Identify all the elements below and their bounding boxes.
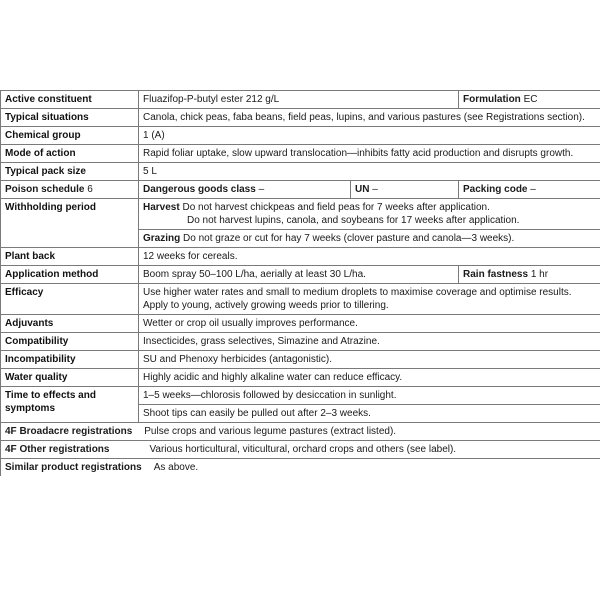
- adjuvants-label: Adjuvants: [1, 315, 139, 333]
- row-poison-schedule: [1, 181, 600, 199]
- time-to-effects-line-2: Shoot tips can easily be pulled out after 2–3 weeks.: [139, 405, 600, 423]
- compatibility-value: Insecticides, grass selectives, Simazine and Atrazine.: [139, 333, 600, 351]
- other-registrations-value: Various horticultural, viticultural, orchard crops and others (see label).: [149, 444, 457, 455]
- un-cell: [351, 181, 459, 199]
- product-info-sheet: [0, 90, 600, 508]
- row-application-method: [1, 266, 600, 284]
- time-to-effects-line-1: 1–5 weeks—chlorosis followed by desiccation in sunlight.: [139, 387, 600, 405]
- active-constituent-label: Active constituent: [1, 91, 139, 109]
- packing-code-value: –: [530, 184, 536, 195]
- harvest-line-2: Do not harvest lupins, canola, and soybeans for 17 weeks after application.: [187, 215, 520, 226]
- mode-of-action-value: Rapid foliar uptake, slow upward translocation—inhibits fatty acid production and disrupts growth.: [139, 145, 600, 163]
- typical-situations-value: Canola, chick peas, faba beans, field peas, lupins, and various pastures (see Registrations section).: [139, 109, 600, 127]
- incompatibility-value: SU and Phenoxy herbicides (antagonistic).: [139, 351, 600, 369]
- similar-products-cell: [1, 459, 600, 477]
- similar-products-label: Similar product registrations: [5, 462, 142, 473]
- application-method-value: Boom spray 50–100 L/ha, aerially at least 30 L/ha.: [139, 266, 459, 284]
- similar-products-value: As above.: [153, 462, 199, 473]
- other-registrations-label: 4F Other registrations: [5, 444, 110, 455]
- packing-code-label: Packing code: [463, 184, 528, 195]
- poison-schedule-cell: [1, 181, 139, 199]
- rain-fastness-value: 1 hr: [530, 269, 549, 280]
- harvest-label: Harvest: [143, 202, 180, 213]
- row-typical-situations: [1, 109, 600, 127]
- efficacy-label: Efficacy: [1, 284, 139, 315]
- rain-fastness-cell: [459, 266, 600, 284]
- row-active-constituent: [1, 91, 600, 109]
- dangerous-goods-label: Dangerous goods class: [143, 184, 256, 195]
- adjuvants-value: Wetter or crop oil usually improves performance.: [139, 315, 600, 333]
- row-withholding-harvest: [1, 199, 600, 230]
- dangerous-goods-value: –: [258, 184, 265, 195]
- row-other-registrations: [1, 441, 600, 459]
- row-time-to-effects-1: [1, 387, 600, 405]
- row-plant-back: [1, 248, 600, 266]
- efficacy-value: Use higher water rates and small to medium droplets to maximise coverage and optimise results. Apply to young, actively growing weeds prior to tillering.: [139, 284, 600, 315]
- incompatibility-label: Incompatibility: [1, 351, 139, 369]
- row-efficacy: [1, 284, 600, 315]
- chemical-group-value: 1 (A): [139, 127, 600, 145]
- harvest-line-1: Do not harvest chickpeas and field peas for 7 weeks after application.: [182, 202, 490, 213]
- row-mode-of-action: [1, 145, 600, 163]
- poison-schedule-value: 6: [87, 184, 93, 195]
- row-similar-products: [1, 459, 600, 477]
- other-registrations-cell: [1, 441, 600, 459]
- typical-pack-size-label: Typical pack size: [1, 163, 139, 181]
- grazing-label: Grazing: [143, 233, 181, 244]
- water-quality-value: Highly acidic and highly alkaline water can reduce efficacy.: [139, 369, 600, 387]
- row-chemical-group: [1, 127, 600, 145]
- chemical-group-label: Chemical group: [1, 127, 139, 145]
- plant-back-label: Plant back: [1, 248, 139, 266]
- rain-fastness-label: Rain fastness: [463, 269, 529, 280]
- poison-schedule-label: Poison schedule: [5, 184, 85, 195]
- packing-code-cell: [459, 181, 600, 199]
- withholding-period-label: Withholding period: [1, 199, 139, 248]
- grazing-cell: [139, 230, 600, 248]
- un-value: –: [372, 184, 378, 195]
- row-incompatibility: [1, 351, 600, 369]
- formulation-value: EC: [523, 94, 538, 105]
- mode-of-action-label: Mode of action: [1, 145, 139, 163]
- row-adjuvants: [1, 315, 600, 333]
- grazing-value: Do not graze or cut for hay 7 weeks (clover pasture and canola—3 weeks).: [183, 233, 515, 244]
- broadacre-label: 4F Broadacre registrations: [5, 426, 133, 437]
- harvest-cell: [139, 199, 600, 230]
- typical-situations-label: Typical situations: [1, 109, 139, 127]
- time-to-effects-label: Time to effects and symptoms: [1, 387, 139, 423]
- water-quality-label: Water quality: [1, 369, 139, 387]
- product-info-table: [0, 90, 600, 476]
- formulation-cell: [459, 91, 600, 109]
- plant-back-value: 12 weeks for cereals.: [139, 248, 600, 266]
- compatibility-label: Compatibility: [1, 333, 139, 351]
- broadacre-cell: [1, 423, 600, 441]
- un-label: UN: [355, 184, 370, 195]
- formulation-label: Formulation: [463, 94, 521, 105]
- typical-pack-size-value: 5 L: [139, 163, 600, 181]
- application-method-label: Application method: [1, 266, 139, 284]
- row-broadacre-registrations: [1, 423, 600, 441]
- dangerous-goods-cell: [139, 181, 351, 199]
- row-compatibility: [1, 333, 600, 351]
- broadacre-value: Pulse crops and various legume pastures (extract listed).: [144, 426, 397, 437]
- row-typical-pack-size: [1, 163, 600, 181]
- row-water-quality: [1, 369, 600, 387]
- active-constituent-value: Fluazifop-P-butyl ester 212 g/L: [139, 91, 459, 109]
